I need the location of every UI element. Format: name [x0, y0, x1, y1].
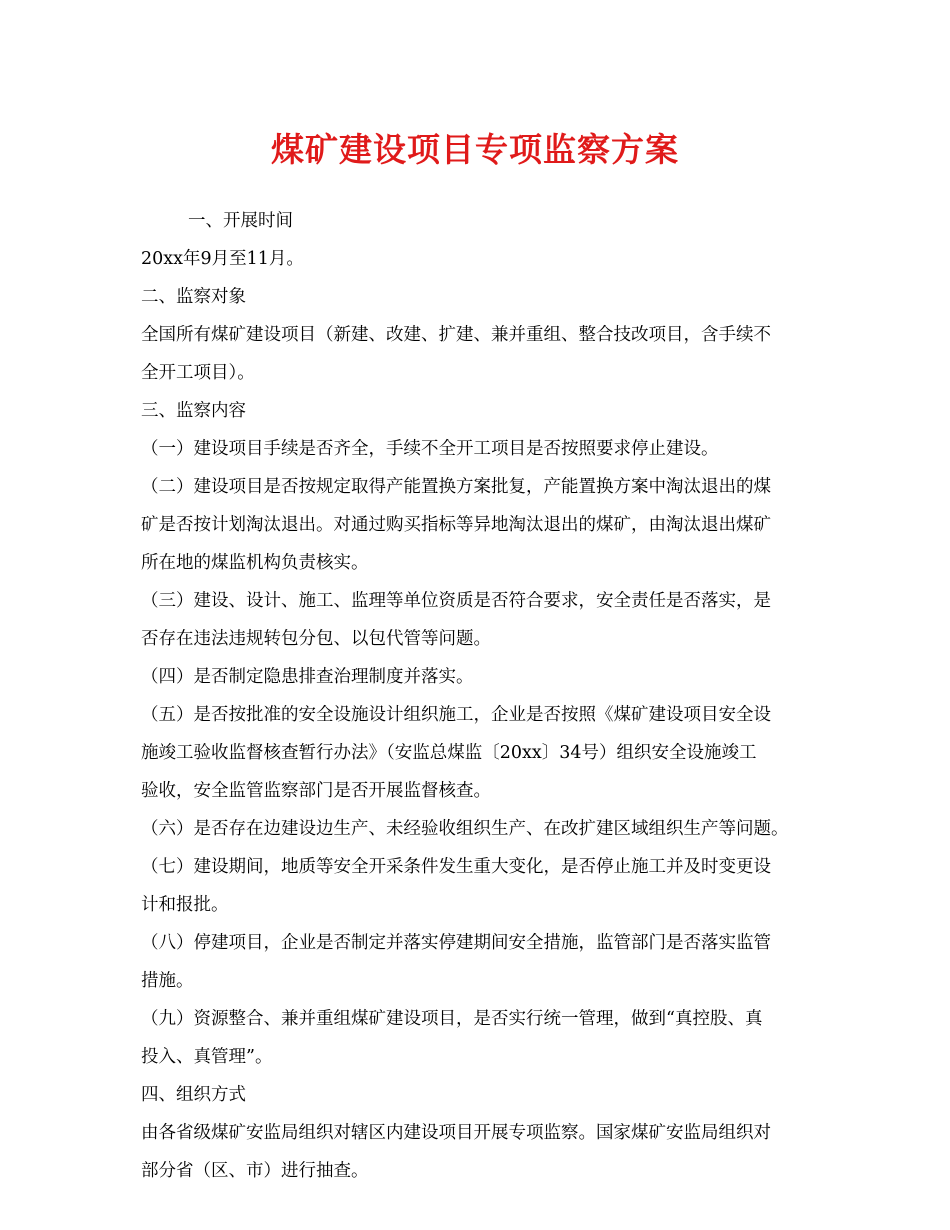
paragraph-line: 部分省（区、市）进行抽查。 — [141, 1161, 369, 1181]
paragraph-line: （三）建设、设计、施工、监理等单位资质是否符合要求，安全责任是否落实，是 — [141, 591, 771, 611]
paragraph-line: 矿是否按计划淘汰退出。对通过购买指标等异地淘汰退出的煤矿，由淘汰退出煤矿 — [141, 515, 771, 535]
paragraph-line: 全开工项目）。 — [141, 363, 255, 383]
paragraph-line: 由各省级煤矿安监局组织对辖区内建设项目开展专项监察。国家煤矿安监局组织对 — [141, 1123, 771, 1143]
paragraph-line: 所在地的煤监机构负责核实。 — [141, 553, 369, 573]
paragraph-line: （九）资源整合、兼并重组煤矿建设项目，是否实行统一管理，做到“真控股、真 — [141, 1009, 763, 1029]
section-heading-time: 一、开展时间 — [188, 211, 293, 231]
paragraph-line: （一）建设项目手续是否齐全，手续不全开工项目是否按照要求停止建设。 — [141, 439, 719, 459]
paragraph-line: 全国所有煤矿建设项目（新建、改建、扩建、兼并重组、整合技改项目，含手续不 — [141, 325, 771, 345]
document-body — [141, 202, 821, 1190]
section-heading-organization: 四、组织方式 — [141, 1085, 246, 1105]
paragraph-line: 施竣工验收监督核查暂行办法》（安监总煤监〔20xx〕34号）组织安全设施竣工 — [141, 743, 757, 763]
paragraph-line: 措施。 — [141, 971, 194, 991]
paragraph-line: （五）是否按批准的安全设施设计组织施工，企业是否按照《煤矿建设项目安全设 — [141, 705, 771, 725]
paragraph-line: （七）建设期间，地质等安全开采条件发生重大变化，是否停止施工并及时变更设 — [141, 857, 771, 877]
paragraph-line: 投入、真管理”。 — [141, 1047, 273, 1067]
paragraph-line: 验收，安全监管监察部门是否开展监督核查。 — [141, 781, 491, 801]
paragraph-line: 计和报批。 — [141, 895, 229, 915]
paragraph-line: 否存在违法违规转包分包、以包代管等问题。 — [141, 629, 491, 649]
paragraph-line: （八）停建项目，企业是否制定并落实停建期间安全措施，监管部门是否落实监管 — [141, 933, 771, 953]
paragraph-line: （四）是否制定隐患排查治理制度并落实。 — [141, 667, 474, 687]
paragraph-line: （二）建设项目是否按规定取得产能置换方案批复，产能置换方案中淘汰退出的煤 — [141, 477, 771, 497]
section-heading-content: 三、监察内容 — [141, 401, 246, 421]
section-heading-target: 二、监察对象 — [141, 287, 246, 307]
paragraph-line: （六）是否存在边建设边生产、未经验收组织生产、在改扩建区域组织生产等问题。 — [141, 819, 789, 839]
document-title: 煤矿建设项目专项监察方案 — [271, 130, 679, 169]
paragraph-line: 20xx年9月至11月。 — [141, 249, 304, 269]
